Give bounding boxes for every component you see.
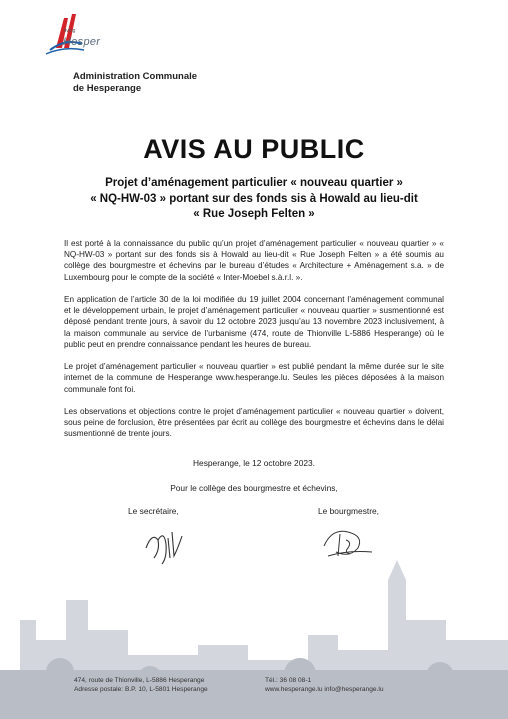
subtitle-line-1: Projet d’aménagement particulier « nouveau quartier »	[105, 177, 403, 189]
castle-skyline-illustration	[0, 560, 508, 719]
footer-address-line-1: 474, route de Thionville, L-5886 Hesperange	[74, 677, 205, 684]
page-title: AVIS AU PUBLIC	[143, 134, 365, 164]
paragraph-observations: Les observations et objections contre le projet d’aménagement particulier « nouveau quartier » doivent, sous peine de forclusion, être présentées par écrit au collège des bourgmestre et échevins dans le délai susmentionné de trente jours.	[64, 407, 444, 439]
paragraph-application: En application de l’article 30 de la loi modifiée du 19 juillet 2004 concernant l’aménagement communal et le développement urbain, le projet d’aménagement particulier « nouveau quartier » susmentionné est déposé pendant trente jours, à savoir du 12 octobre 2023 jusqu’au 13 novembre 2023 inclusivement, à la maison communale au service de l’urbanisme (474, route de Thionville L-5886 Hesperange) où le public peut en prendre connaissance pendant les heures de bureau.	[64, 295, 444, 349]
footer-address	[74, 676, 208, 694]
mayor-label: Le bourgmestre,	[318, 506, 379, 516]
college-line: Pour le collège des bourgmestre et échevins,	[170, 483, 338, 493]
subtitle	[60, 176, 448, 223]
admin-line-2: de Hesperange	[73, 83, 142, 94]
hesperange-logo	[36, 8, 126, 60]
footer-phone: Tél.: 36 08 08-1	[265, 677, 312, 684]
logo-name: Hesper	[63, 36, 101, 48]
subtitle-line-3: « Rue Joseph Felten »	[193, 208, 315, 220]
footer-address-line-2: Adresse postale: B.P. 10, L-5801 Hesperange	[74, 686, 208, 693]
admin-line-1: Administration Communale	[73, 71, 198, 82]
subtitle-line-2: « NQ-HW-03 » portant sur des fonds sis à Howald au lieu-dit	[90, 192, 418, 205]
footer-contact	[265, 676, 384, 694]
notice-body	[64, 238, 444, 451]
paragraph-intro: Il est porté à la connaissance du public qu’un projet d’aménagement particulier « nouveau quartier » « NQ-HW-03 » portant sur des fonds sis à Howald au lieu-dit « Rue Joseph Felten » a été soumis au collège des bourgmestre et échevins par le bureau d’études « Architecture + Aménagement s.a. » de Luxembourg pour le compte de la société « Inter-Moebel s.à.r.l. ».	[64, 239, 444, 282]
place-date: Hesperange, le 12 octobre 2023.	[193, 458, 315, 468]
mayor-signature	[318, 522, 378, 562]
secretary-label: Le secrétaire,	[128, 506, 179, 516]
footer-web-email: www.hesperange.lu info@hesperange.lu	[265, 686, 384, 693]
logo-tagline: living	[64, 28, 76, 34]
paragraph-publication: Le projet d’aménagement particulier « nouveau quartier » est publié pendant la même durée sur le site internet de la commune de Hesperange www.hesperange.lu. Seules les pièces déposées à la maison communale font foi.	[64, 362, 444, 394]
administration-name	[73, 71, 197, 95]
